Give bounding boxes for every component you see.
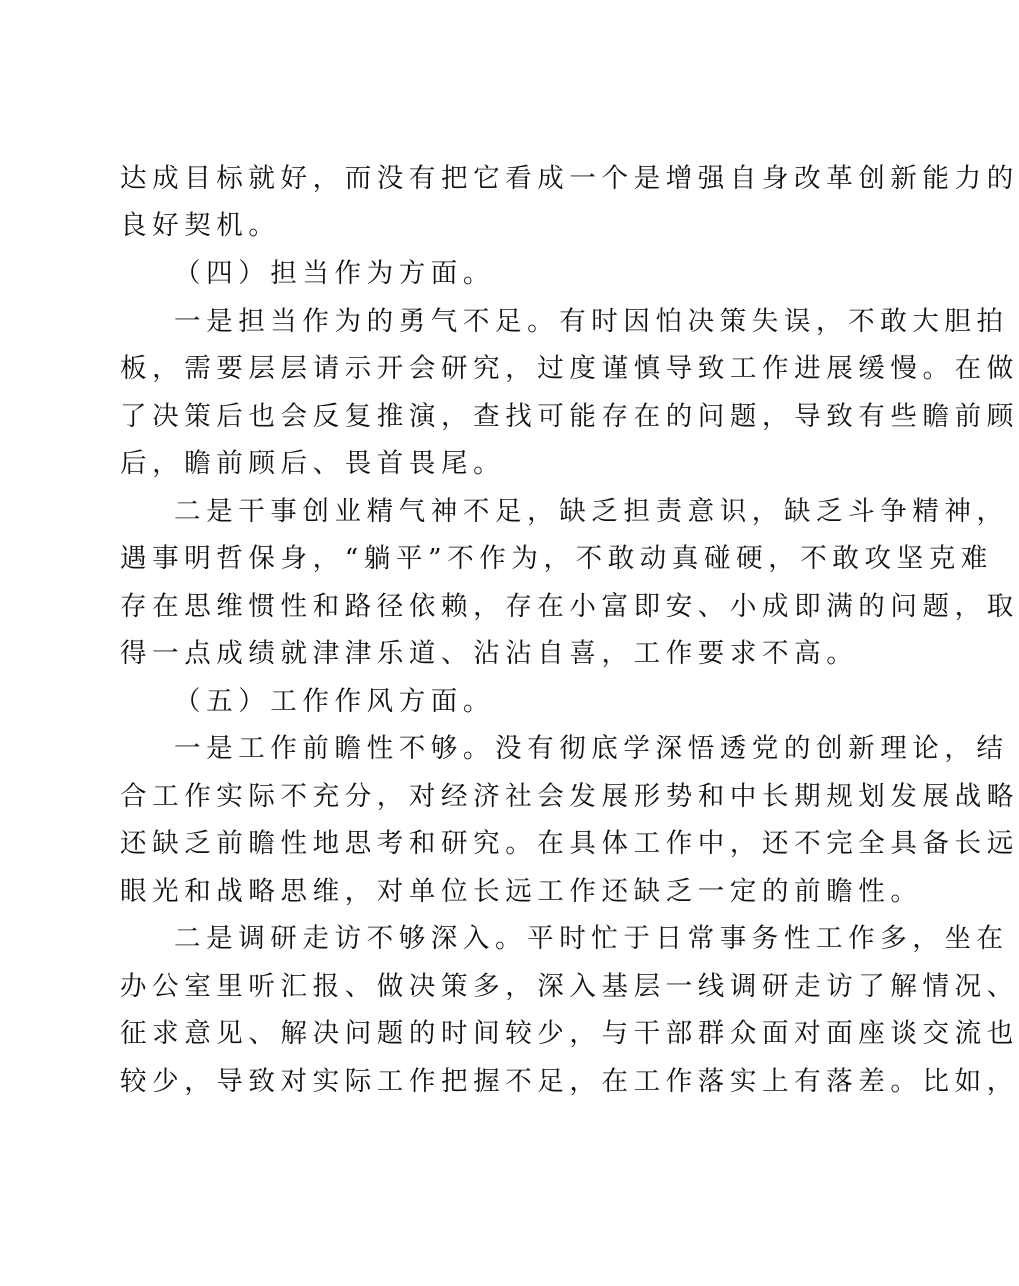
section-heading: （五）工作作风方面。	[174, 686, 495, 717]
text-line: 征求意见、解决问题的时间较少，与干部群众面对面座谈交流也	[120, 1018, 1019, 1049]
text-line: 眼光和战略思维，对单位长远工作还缺乏一定的前瞻性。	[120, 876, 923, 907]
paragraph-start: 一是工作前瞻性不够。没有彻底学深悟透党的创新理论，结	[174, 733, 1009, 764]
text-line: 办公室里听汇报、做决策多，深入基层一线调研走访了解情况、	[120, 971, 1019, 1002]
text-line: 良好契机。	[120, 210, 281, 241]
text-line: 了决策后也会反复推演，查找可能存在的问题，导致有些瞻前顾	[120, 401, 1019, 432]
text-line: 板，需要层层请示开会研究，过度谨慎导致工作进展缓慢。在做	[120, 353, 1019, 384]
text-line: 后，瞻前顾后、畏首畏尾。	[120, 448, 506, 479]
text-line: 较少，导致对实际工作把握不足，在工作落实上有落差。比如，	[120, 1066, 1019, 1097]
section-heading: （四）担当作为方面。	[174, 258, 495, 289]
paragraph-start: 二是干事创业精气神不足，缺乏担责意识，缺乏斗争精神，	[174, 496, 1009, 527]
text-line: 合工作实际不充分，对经济社会发展形势和中长期规划发展战略	[120, 781, 1019, 812]
paragraph-start: 一是担当作为的勇气不足。有时因怕决策失误，不敢大胆拍	[174, 306, 1009, 337]
paragraph-start: 二是调研走访不够深入。平时忙于日常事务性工作多，坐在	[174, 923, 1009, 954]
text-line: 存在思维惯性和路径依赖，存在小富即安、小成即满的问题，取	[120, 591, 1019, 622]
text-line: 达成目标就好，而没有把它看成一个是增强自身改革创新能力的	[120, 163, 1019, 194]
text-line: 还缺乏前瞻性地思考和研究。在具体工作中，还不完全具备长远	[120, 828, 1019, 859]
text-line: 得一点成绩就津津乐道、沾沾自喜，工作要求不高。	[120, 638, 859, 669]
text-line: 遇事明哲保身，“躺平”不作为，不敢动真碰硬，不敢攻坚克难	[120, 543, 993, 574]
